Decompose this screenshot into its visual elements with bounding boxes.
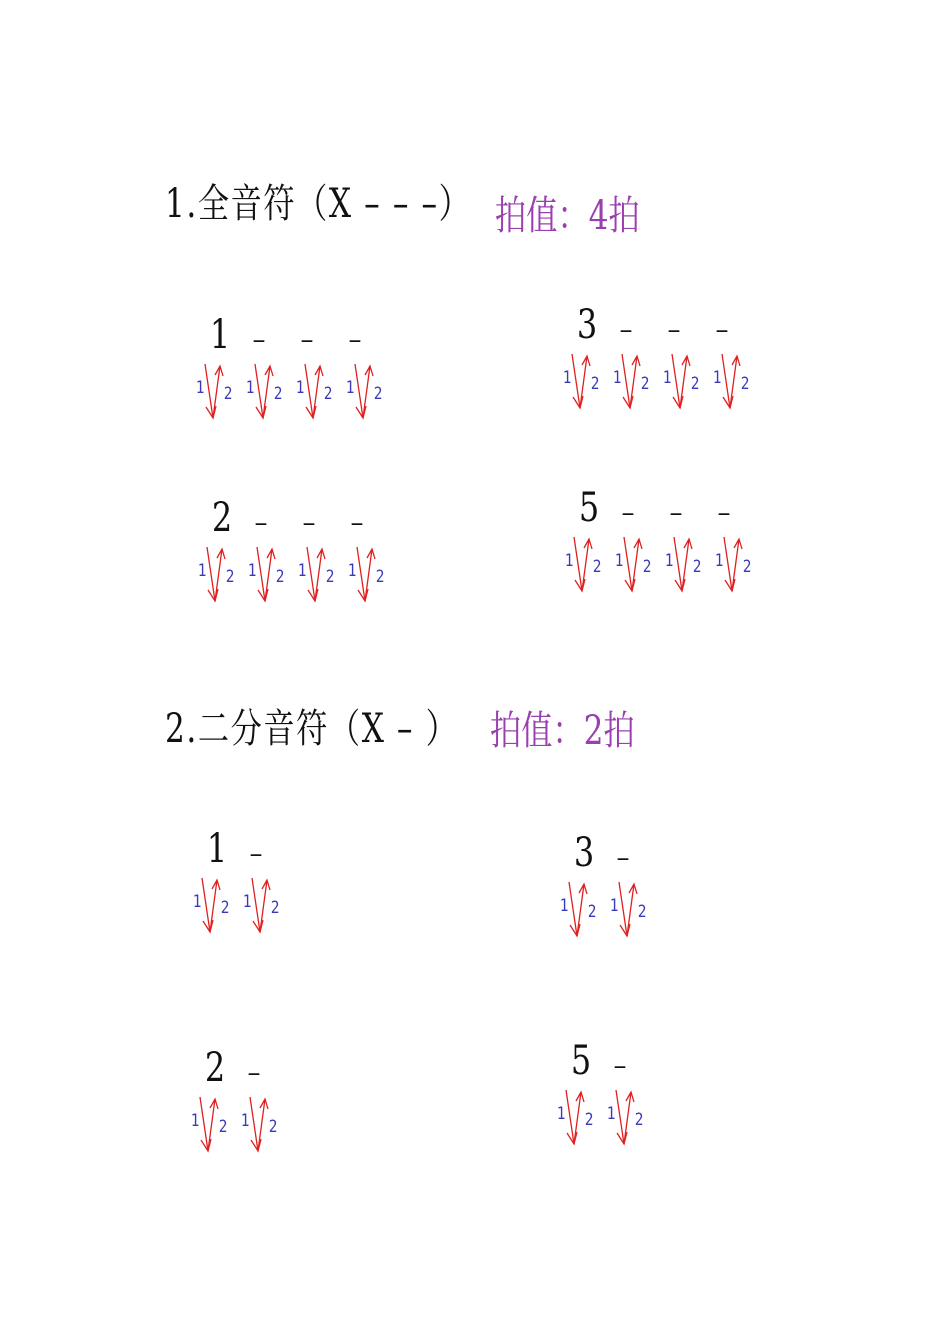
count-up: 2 bbox=[223, 384, 233, 404]
count-down: 1 bbox=[564, 551, 574, 571]
count-up: 2 bbox=[640, 374, 650, 394]
note-line bbox=[205, 312, 393, 356]
count-down: 1 bbox=[295, 378, 305, 398]
beat-counts bbox=[562, 533, 762, 597]
beat bbox=[554, 1086, 604, 1150]
extension-dash: – bbox=[348, 325, 362, 355]
exercise bbox=[190, 1045, 288, 1157]
count-up: 2 bbox=[742, 557, 752, 577]
beat-value: 拍值：4拍 bbox=[495, 193, 640, 239]
count-up: 2 bbox=[375, 567, 385, 587]
count-up: 2 bbox=[275, 567, 285, 587]
count-down: 1 bbox=[562, 368, 572, 388]
exercise bbox=[195, 312, 393, 424]
note-digit: 1 bbox=[206, 826, 228, 872]
note-digit: 2 bbox=[204, 1045, 226, 1091]
count-down: 1 bbox=[556, 1104, 566, 1124]
note-line bbox=[574, 485, 762, 529]
beat-counts bbox=[193, 360, 393, 424]
extension-dash: – bbox=[249, 839, 263, 869]
count-up: 2 bbox=[220, 898, 230, 918]
note-digit: 5 bbox=[570, 1038, 592, 1084]
count-up: 2 bbox=[637, 902, 647, 922]
extension-dash: – bbox=[247, 1058, 261, 1088]
beat bbox=[612, 533, 662, 597]
note-digit: 2 bbox=[211, 495, 233, 541]
beat bbox=[293, 360, 343, 424]
section-1-heading bbox=[165, 172, 640, 239]
count-down: 1 bbox=[247, 561, 257, 581]
note-line bbox=[200, 1045, 288, 1089]
beat-counts bbox=[554, 1086, 654, 1150]
count-down: 1 bbox=[612, 368, 622, 388]
exercise bbox=[564, 485, 762, 597]
count-up: 2 bbox=[690, 374, 700, 394]
exercise bbox=[197, 495, 395, 607]
note-digit: 3 bbox=[573, 830, 595, 876]
count-down: 1 bbox=[345, 378, 355, 398]
count-up: 2 bbox=[325, 567, 335, 587]
note-line bbox=[202, 826, 290, 870]
extension-dash: – bbox=[715, 315, 729, 345]
count-up: 2 bbox=[273, 384, 283, 404]
count-down: 1 bbox=[714, 551, 724, 571]
count-up: 2 bbox=[270, 898, 280, 918]
note-line bbox=[566, 1038, 654, 1082]
count-up: 2 bbox=[634, 1110, 644, 1130]
section-title: 2.二分音符（X – ） bbox=[165, 706, 459, 752]
count-up: 2 bbox=[692, 557, 702, 577]
count-up: 2 bbox=[642, 557, 652, 577]
extension-dash: – bbox=[300, 325, 314, 355]
exercise bbox=[562, 302, 760, 414]
note-line bbox=[569, 830, 657, 874]
extension-dash: – bbox=[613, 1051, 627, 1081]
beat-value: 拍值：2拍 bbox=[490, 708, 635, 754]
extension-dash: – bbox=[717, 498, 731, 528]
count-down: 1 bbox=[614, 551, 624, 571]
extension-dash: – bbox=[252, 325, 266, 355]
count-down: 1 bbox=[195, 378, 205, 398]
count-down: 1 bbox=[559, 896, 569, 916]
beat bbox=[604, 1086, 654, 1150]
beat bbox=[238, 1093, 288, 1157]
count-up: 2 bbox=[323, 384, 333, 404]
extension-dash: – bbox=[619, 315, 633, 345]
note-line bbox=[572, 302, 760, 346]
note-digit: 5 bbox=[578, 485, 600, 531]
exercise bbox=[559, 830, 657, 942]
count-up: 2 bbox=[592, 557, 602, 577]
count-down: 1 bbox=[606, 1104, 616, 1124]
beat bbox=[610, 350, 660, 414]
count-up: 2 bbox=[590, 374, 600, 394]
beat bbox=[343, 360, 393, 424]
extension-dash: – bbox=[621, 498, 635, 528]
count-down: 1 bbox=[609, 896, 619, 916]
beat bbox=[188, 1093, 238, 1157]
beat bbox=[662, 533, 712, 597]
count-up: 2 bbox=[268, 1117, 278, 1137]
beat-counts bbox=[195, 543, 395, 607]
beat bbox=[560, 350, 610, 414]
beat bbox=[193, 360, 243, 424]
count-down: 1 bbox=[297, 561, 307, 581]
beat bbox=[295, 543, 345, 607]
count-up: 2 bbox=[740, 374, 750, 394]
section-2-heading bbox=[165, 697, 635, 754]
note-line bbox=[207, 495, 395, 539]
beat-counts bbox=[190, 874, 290, 938]
count-down: 1 bbox=[190, 1111, 200, 1131]
exercise bbox=[556, 1038, 654, 1150]
count-up: 2 bbox=[584, 1110, 594, 1130]
extension-dash: – bbox=[616, 843, 630, 873]
count-down: 1 bbox=[242, 892, 252, 912]
beat bbox=[607, 878, 657, 942]
beat-counts bbox=[557, 878, 657, 942]
beat-counts bbox=[560, 350, 760, 414]
count-up: 2 bbox=[225, 567, 235, 587]
beat bbox=[710, 350, 760, 414]
beat bbox=[712, 533, 762, 597]
count-up: 2 bbox=[218, 1117, 228, 1137]
beat bbox=[245, 543, 295, 607]
count-down: 1 bbox=[192, 892, 202, 912]
beat bbox=[557, 878, 607, 942]
extension-dash: – bbox=[302, 508, 316, 538]
count-up: 2 bbox=[373, 384, 383, 404]
count-down: 1 bbox=[197, 561, 207, 581]
count-down: 1 bbox=[662, 368, 672, 388]
extension-dash: – bbox=[254, 508, 268, 538]
extension-dash: – bbox=[669, 498, 683, 528]
beat bbox=[345, 543, 395, 607]
note-digit: 1 bbox=[209, 312, 231, 358]
extension-dash: – bbox=[667, 315, 681, 345]
beat-counts bbox=[188, 1093, 288, 1157]
exercise bbox=[192, 826, 290, 938]
count-down: 1 bbox=[245, 378, 255, 398]
beat bbox=[190, 874, 240, 938]
count-down: 1 bbox=[664, 551, 674, 571]
count-down: 1 bbox=[712, 368, 722, 388]
beat bbox=[240, 874, 290, 938]
section-title: 1.全音符（X – – –） bbox=[165, 181, 472, 227]
count-down: 1 bbox=[240, 1111, 250, 1131]
beat bbox=[195, 543, 245, 607]
count-down: 1 bbox=[347, 561, 357, 581]
beat bbox=[243, 360, 293, 424]
extension-dash: – bbox=[350, 508, 364, 538]
beat bbox=[562, 533, 612, 597]
note-digit: 3 bbox=[576, 302, 598, 348]
beat bbox=[660, 350, 710, 414]
count-up: 2 bbox=[587, 902, 597, 922]
